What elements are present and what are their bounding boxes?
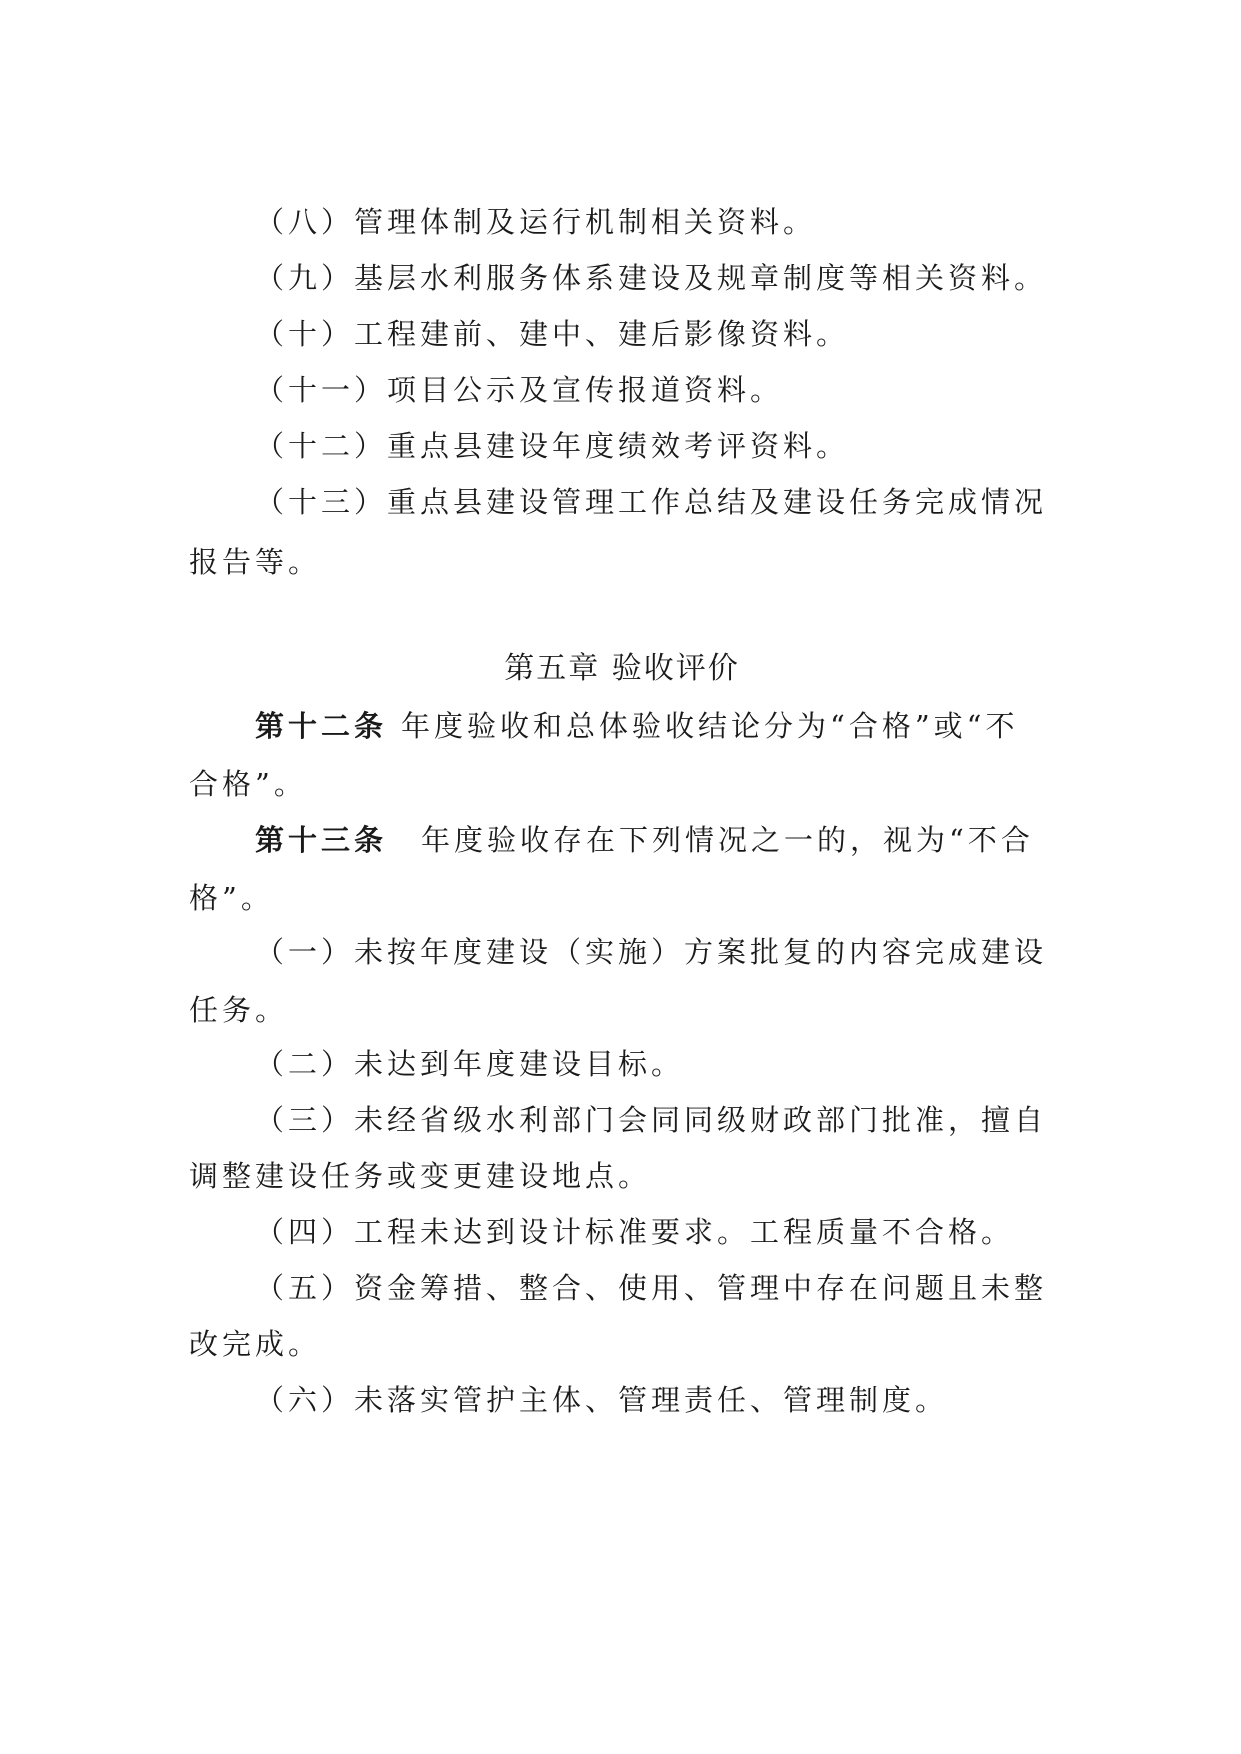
list-item-12: （十二）重点县建设年度绩效考评资料。 — [255, 429, 850, 463]
chapter-heading: 第五章 验收评价 — [504, 651, 740, 686]
article-13-text: 年度验收存在下列情况之一的，视为“不合 — [421, 823, 1034, 857]
condition-4: （四）工程未达到设计标准要求。工程质量不合格。 — [255, 1215, 1015, 1249]
condition-3-line1: （三）未经省级水利部门会同同级财政部门批准，擅自 — [255, 1103, 1048, 1137]
article-12-text: 年度验收和总体验收结论分为“合格”或“不 — [401, 709, 1019, 743]
list-item-10: （十）工程建前、建中、建后影像资料。 — [255, 317, 850, 351]
list-item-11: （十一）项目公示及宣传报道资料。 — [255, 373, 784, 407]
condition-6: （六）未落实管护主体、管理责任、管理制度。 — [255, 1383, 949, 1417]
condition-3-line2: 调整建设任务或变更建设地点。 — [189, 1159, 652, 1193]
article-12-label: 第十二条 — [255, 709, 388, 743]
condition-5-line1: （五）资金筹措、整合、使用、管理中存在问题且未整 — [255, 1271, 1048, 1305]
condition-1-line2: 任务。 — [189, 993, 289, 1027]
list-item-13-line2: 报告等。 — [189, 545, 322, 579]
article-13-label: 第十三条 — [255, 823, 388, 857]
condition-2: （二）未达到年度建设目标。 — [255, 1047, 685, 1081]
article-13-line2: 格”。 — [189, 881, 274, 915]
list-item-13-line1: （十三）重点县建设管理工作总结及建设任务完成情况 — [255, 485, 1048, 519]
article-13-line1 — [255, 822, 1034, 858]
condition-1-line1: （一）未按年度建设（实施）方案批复的内容完成建设 — [255, 935, 1048, 969]
list-item-9: （九）基层水利服务体系建设及规章制度等相关资料。 — [255, 261, 1048, 295]
list-item-8: （八）管理体制及运行机制相关资料。 — [255, 205, 817, 239]
condition-5-line2: 改完成。 — [189, 1327, 322, 1361]
article-12-line2: 合格”。 — [189, 767, 307, 801]
article-12-line1 — [255, 708, 1019, 744]
